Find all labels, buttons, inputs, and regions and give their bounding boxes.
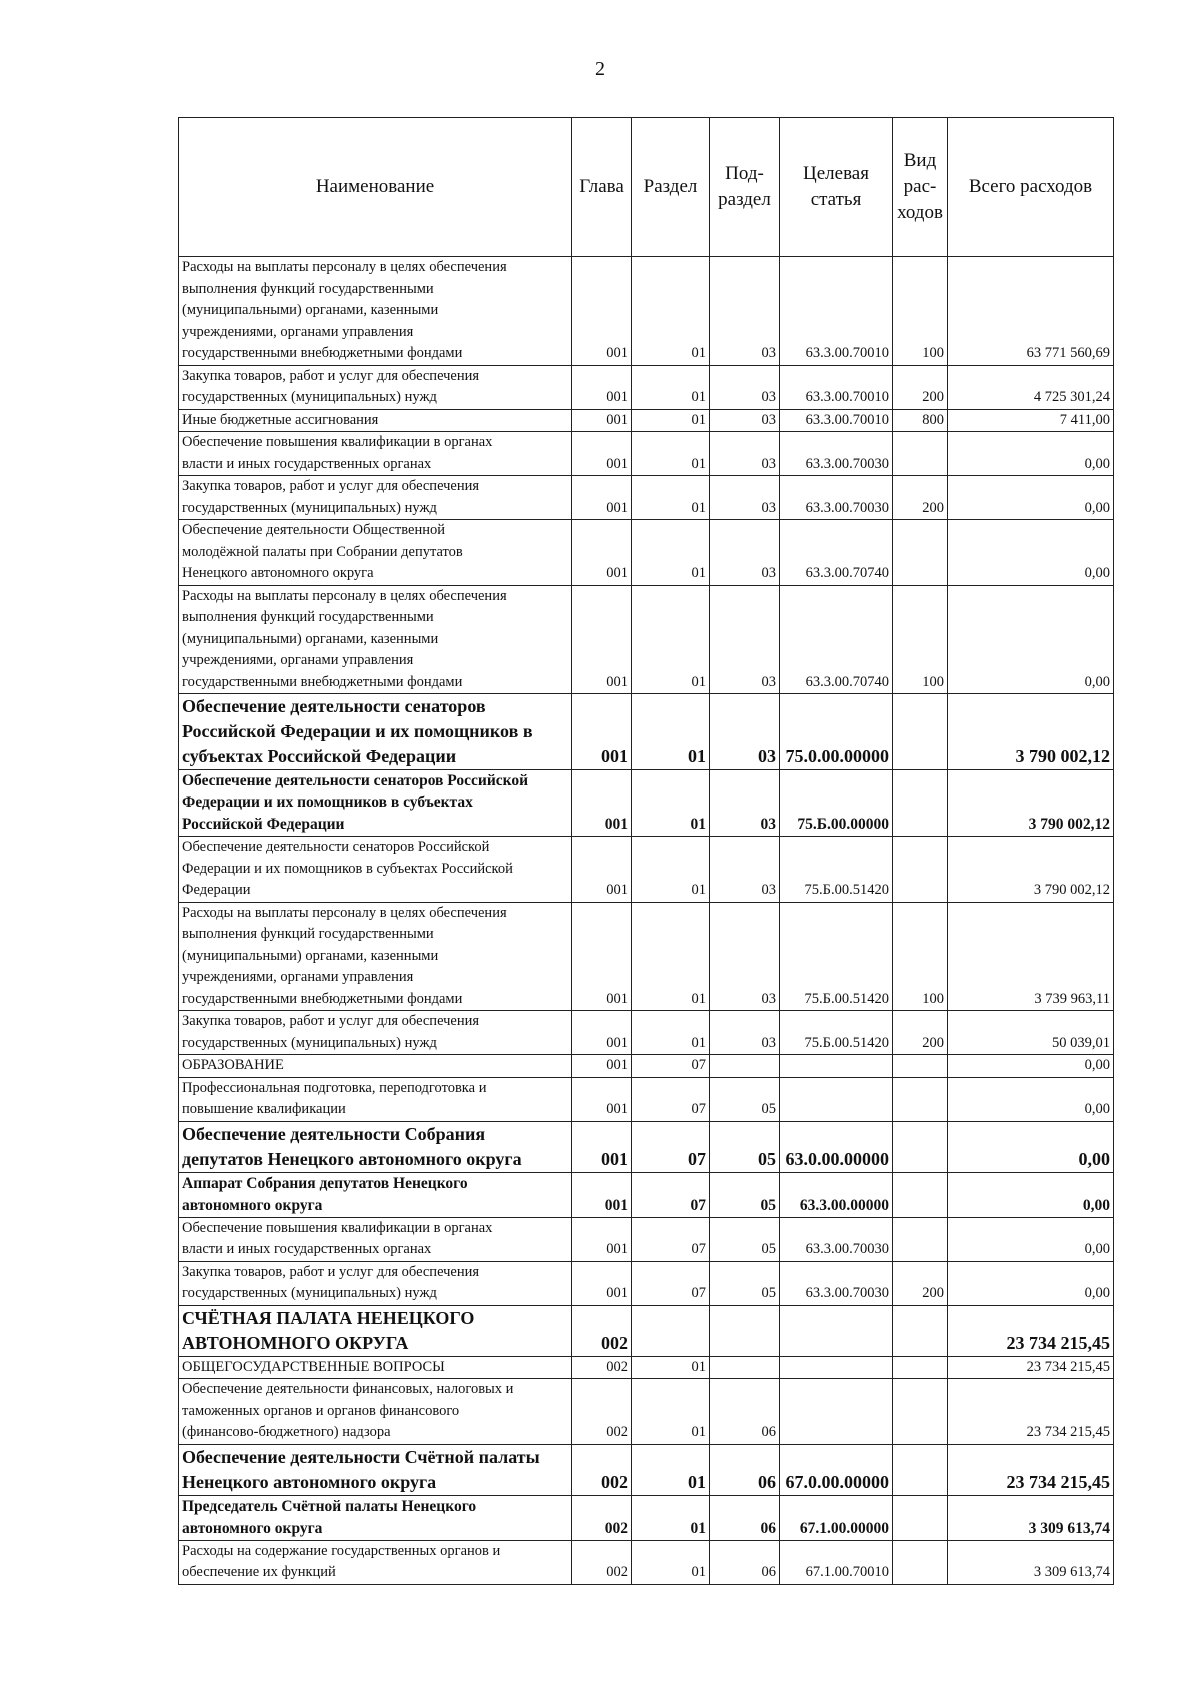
row-vid xyxy=(893,770,948,837)
row-glava: 001 xyxy=(572,585,632,694)
row-statya: 63.3.00.70030 xyxy=(780,432,893,476)
row-vid xyxy=(893,1077,948,1121)
row-statya xyxy=(780,1379,893,1445)
row-vid: 200 xyxy=(893,1011,948,1055)
row-statya: 63.3.00.70010 xyxy=(780,365,893,409)
row-name xyxy=(179,1305,572,1356)
row-total: 50 039,01 xyxy=(948,1011,1114,1055)
row-total: 4 725 301,24 xyxy=(948,365,1114,409)
table-row xyxy=(179,1077,1114,1121)
row-name-text: Обеспечение деятельности сенаторов Российской Федерации и их помощников в субъектах Российской Федерации xyxy=(182,696,533,766)
row-name-text: СЧЁТНАЯ ПАЛАТА НЕНЕЦКОГО АВТОНОМНОГО ОКРУГА xyxy=(182,1307,475,1353)
row-vid: 200 xyxy=(893,1261,948,1305)
row-podrazdel: 03 xyxy=(710,837,780,903)
row-name-text: Закупка товаров, работ и услуг для обеспечения государственных (муниципальных) нужд xyxy=(182,1263,480,1301)
row-glava: 001 xyxy=(572,770,632,837)
row-statya: 63.3.00.00000 xyxy=(780,1172,893,1217)
row-statya xyxy=(780,1077,893,1121)
row-podrazdel: 03 xyxy=(710,409,780,432)
row-vid xyxy=(893,1444,948,1495)
row-name-text: Аппарат Собрания депутатов Ненецкого автономного округа xyxy=(182,1174,468,1214)
table-row xyxy=(179,1055,1114,1078)
row-podrazdel: 05 xyxy=(710,1172,780,1217)
row-glava: 001 xyxy=(572,257,632,366)
row-podrazdel: 03 xyxy=(710,432,780,476)
row-podrazdel: 03 xyxy=(710,902,780,1011)
row-razdel: 01 xyxy=(632,585,710,694)
table-body xyxy=(179,257,1114,1585)
row-name xyxy=(179,1011,572,1055)
row-statya: 63.3.00.70030 xyxy=(780,1261,893,1305)
row-vid xyxy=(893,694,948,770)
row-vid: 100 xyxy=(893,902,948,1011)
row-statya: 75.Б.00.51420 xyxy=(780,902,893,1011)
row-glava: 001 xyxy=(572,365,632,409)
row-name xyxy=(179,1077,572,1121)
table-row xyxy=(179,902,1114,1011)
row-podrazdel xyxy=(710,1055,780,1078)
row-total: 23 734 215,45 xyxy=(948,1356,1114,1379)
row-glava: 001 xyxy=(572,1121,632,1172)
row-glava: 001 xyxy=(572,520,632,586)
row-name xyxy=(179,1540,572,1584)
row-glava: 002 xyxy=(572,1444,632,1495)
row-statya: 75.Б.00.00000 xyxy=(780,770,893,837)
row-name-text: ОБЩЕГОСУДАРСТВЕННЫЕ ВОПРОСЫ xyxy=(182,1358,445,1375)
row-name-text: Закупка товаров, работ и услуг для обеспечения государственных (муниципальных) нужд xyxy=(182,367,480,405)
row-podrazdel: 03 xyxy=(710,365,780,409)
row-vid: 100 xyxy=(893,257,948,366)
row-statya: 63.3.00.70030 xyxy=(780,476,893,520)
header-razdel: Раздел xyxy=(632,118,710,257)
row-name xyxy=(179,902,572,1011)
table-row xyxy=(179,585,1114,694)
row-razdel: 01 xyxy=(632,694,710,770)
row-razdel: 01 xyxy=(632,1540,710,1584)
table-row xyxy=(179,409,1114,432)
row-razdel: 07 xyxy=(632,1077,710,1121)
row-statya: 67.0.00.00000 xyxy=(780,1444,893,1495)
row-statya xyxy=(780,1356,893,1379)
row-razdel: 07 xyxy=(632,1055,710,1078)
table-row xyxy=(179,1305,1114,1356)
table-row xyxy=(179,1356,1114,1379)
row-razdel xyxy=(632,1305,710,1356)
row-glava: 001 xyxy=(572,1077,632,1121)
header-statya: Целевая статья xyxy=(780,118,893,257)
row-total: 3 309 613,74 xyxy=(948,1540,1114,1584)
row-podrazdel: 05 xyxy=(710,1217,780,1261)
row-statya: 75.Б.00.51420 xyxy=(780,1011,893,1055)
table-row xyxy=(179,520,1114,586)
row-total: 0,00 xyxy=(948,1261,1114,1305)
table-row xyxy=(179,770,1114,837)
row-statya: 63.3.00.70010 xyxy=(780,257,893,366)
row-glava: 002 xyxy=(572,1379,632,1445)
row-name xyxy=(179,409,572,432)
row-total: 0,00 xyxy=(948,1055,1114,1078)
row-name-text: Обеспечение деятельности сенаторов Российской Федерации и их помощников в субъектах Российской Федерации xyxy=(182,772,529,833)
row-name xyxy=(179,365,572,409)
row-name-text: Обеспечение повышения квалификации в органах власти и иных государственных органах xyxy=(182,1219,493,1257)
row-name-text: Расходы на выплаты персоналу в целях обеспечения выполнения функций государственными (муниципальными) органами, казенными учреждениями, органами управления государственными внебюджетными фондами xyxy=(182,587,507,690)
row-name-text: Профессиональная подготовка, переподготовка и повышение квалификации xyxy=(182,1079,487,1117)
row-podrazdel: 06 xyxy=(710,1379,780,1445)
row-razdel: 01 xyxy=(632,1444,710,1495)
row-razdel: 01 xyxy=(632,770,710,837)
row-statya: 63.0.00.00000 xyxy=(780,1121,893,1172)
row-statya xyxy=(780,1305,893,1356)
table-row xyxy=(179,432,1114,476)
row-razdel: 01 xyxy=(632,1356,710,1379)
row-name xyxy=(179,1172,572,1217)
row-podrazdel: 03 xyxy=(710,520,780,586)
row-glava: 002 xyxy=(572,1356,632,1379)
row-podrazdel: 03 xyxy=(710,770,780,837)
table-row xyxy=(179,1495,1114,1540)
header-podrazdel: Под- раздел xyxy=(710,118,780,257)
row-name-text: Иные бюджетные ассигнования xyxy=(182,411,379,428)
row-vid: 200 xyxy=(893,476,948,520)
row-glava: 001 xyxy=(572,432,632,476)
row-total: 0,00 xyxy=(948,1172,1114,1217)
row-podrazdel: 03 xyxy=(710,476,780,520)
table-row xyxy=(179,1121,1114,1172)
row-total: 0,00 xyxy=(948,432,1114,476)
row-vid xyxy=(893,1495,948,1540)
row-razdel: 01 xyxy=(632,257,710,366)
row-podrazdel: 06 xyxy=(710,1444,780,1495)
row-name xyxy=(179,520,572,586)
row-name-text: Закупка товаров, работ и услуг для обеспечения государственных (муниципальных) нужд xyxy=(182,1013,480,1051)
row-total: 23 734 215,45 xyxy=(948,1305,1114,1356)
header-vid: Вид рас- ходов xyxy=(893,118,948,257)
row-name xyxy=(179,1379,572,1445)
row-total: 3 739 963,11 xyxy=(948,902,1114,1011)
row-total: 3 790 002,12 xyxy=(948,694,1114,770)
row-glava: 001 xyxy=(572,1217,632,1261)
row-total: 0,00 xyxy=(948,1121,1114,1172)
row-name xyxy=(179,432,572,476)
row-razdel: 01 xyxy=(632,902,710,1011)
row-podrazdel: 05 xyxy=(710,1121,780,1172)
row-glava: 001 xyxy=(572,1261,632,1305)
budget-table xyxy=(178,117,1114,1585)
row-vid xyxy=(893,837,948,903)
row-podrazdel xyxy=(710,1356,780,1379)
row-razdel: 01 xyxy=(632,1379,710,1445)
row-name-text: Обеспечение деятельности Общественной молодёжной палаты при Собрании депутатов Ненецкого автономного округа xyxy=(182,522,463,581)
table-row xyxy=(179,476,1114,520)
row-total: 0,00 xyxy=(948,1077,1114,1121)
row-total: 0,00 xyxy=(948,476,1114,520)
row-podrazdel: 03 xyxy=(710,257,780,366)
row-total: 23 734 215,45 xyxy=(948,1379,1114,1445)
row-statya: 67.1.00.00000 xyxy=(780,1495,893,1540)
row-name-text: Обеспечение деятельности финансовых, налоговых и таможенных органов и органов финансового (финансово-бюджетного) надзора xyxy=(182,1381,514,1440)
table-header xyxy=(179,118,1114,257)
row-name-text: Расходы на содержание государственных органов и обеспечение их функций xyxy=(182,1542,501,1580)
row-razdel: 07 xyxy=(632,1217,710,1261)
row-glava: 001 xyxy=(572,1011,632,1055)
row-vid: 100 xyxy=(893,585,948,694)
row-vid xyxy=(893,1172,948,1217)
row-glava: 002 xyxy=(572,1305,632,1356)
row-glava: 001 xyxy=(572,1055,632,1078)
row-total: 3 309 613,74 xyxy=(948,1495,1114,1540)
row-statya: 75.0.00.00000 xyxy=(780,694,893,770)
page-number: 2 xyxy=(595,58,605,80)
row-name-text: Обеспечение повышения квалификации в органах власти и иных государственных органах xyxy=(182,434,493,472)
row-total: 3 790 002,12 xyxy=(948,837,1114,903)
row-name-text: Расходы на выплаты персоналу в целях обеспечения выполнения функций государственными (муниципальными) органами, казенными учреждениями, органами управления государственными внебюджетными фондами xyxy=(182,259,507,361)
row-total: 7 411,00 xyxy=(948,409,1114,432)
row-vid xyxy=(893,1540,948,1584)
row-glava: 001 xyxy=(572,902,632,1011)
row-podrazdel: 05 xyxy=(710,1261,780,1305)
row-razdel: 01 xyxy=(632,476,710,520)
row-podrazdel: 03 xyxy=(710,694,780,770)
table-row xyxy=(179,365,1114,409)
table-row xyxy=(179,1379,1114,1445)
row-statya: 63.3.00.70740 xyxy=(780,585,893,694)
row-name xyxy=(179,770,572,837)
row-name-text: Обеспечение деятельности сенаторов Российской Федерации и их помощников в субъектах Российской Федерации xyxy=(182,839,513,898)
table-row xyxy=(179,1261,1114,1305)
header-total: Всего расходов xyxy=(948,118,1114,257)
row-name xyxy=(179,1217,572,1261)
row-statya xyxy=(780,1055,893,1078)
row-podrazdel: 05 xyxy=(710,1077,780,1121)
row-razdel: 01 xyxy=(632,432,710,476)
row-name-text: Обеспечение деятельности Собрания депутатов Ненецкого автономного округа xyxy=(182,1123,522,1169)
row-statya: 67.1.00.70010 xyxy=(780,1540,893,1584)
row-name xyxy=(179,257,572,366)
row-podrazdel: 06 xyxy=(710,1540,780,1584)
row-razdel: 01 xyxy=(632,365,710,409)
row-vid xyxy=(893,1356,948,1379)
table-row xyxy=(179,837,1114,903)
table-row xyxy=(179,1444,1114,1495)
row-statya: 63.3.00.70740 xyxy=(780,520,893,586)
row-total: 23 734 215,45 xyxy=(948,1444,1114,1495)
row-glava: 001 xyxy=(572,476,632,520)
row-name xyxy=(179,585,572,694)
row-name xyxy=(179,694,572,770)
row-glava: 001 xyxy=(572,1172,632,1217)
row-name-text: ОБРАЗОВАНИЕ xyxy=(182,1057,284,1073)
row-name xyxy=(179,1121,572,1172)
row-razdel: 01 xyxy=(632,409,710,432)
table-row xyxy=(179,1011,1114,1055)
row-total: 0,00 xyxy=(948,520,1114,586)
row-name-text: Председатель Счётной палаты Ненецкого автономного округа xyxy=(182,1497,477,1537)
row-name xyxy=(179,837,572,903)
row-statya: 63.3.00.70010 xyxy=(780,409,893,432)
row-razdel: 01 xyxy=(632,1495,710,1540)
row-vid xyxy=(893,520,948,586)
row-vid xyxy=(893,1217,948,1261)
row-vid: 800 xyxy=(893,409,948,432)
row-total: 63 771 560,69 xyxy=(948,257,1114,366)
row-name-text: Расходы на выплаты персоналу в целях обеспечения выполнения функций государственными (муниципальными) органами, казенными учреждениями, органами управления государственными внебюджетными фондами xyxy=(182,904,507,1007)
row-podrazdel: 06 xyxy=(710,1495,780,1540)
row-total: 0,00 xyxy=(948,1217,1114,1261)
row-statya: 63.3.00.70030 xyxy=(780,1217,893,1261)
row-razdel: 07 xyxy=(632,1261,710,1305)
row-name xyxy=(179,1495,572,1540)
row-name-text: Обеспечение деятельности Счётной палаты Ненецкого автономного округа xyxy=(182,1446,540,1492)
row-glava: 002 xyxy=(572,1495,632,1540)
row-razdel: 07 xyxy=(632,1172,710,1217)
row-name xyxy=(179,1356,572,1379)
row-vid: 200 xyxy=(893,365,948,409)
row-name xyxy=(179,1444,572,1495)
row-razdel: 01 xyxy=(632,1011,710,1055)
table-row xyxy=(179,694,1114,770)
row-name xyxy=(179,476,572,520)
row-razdel: 01 xyxy=(632,837,710,903)
row-glava: 001 xyxy=(572,694,632,770)
row-podrazdel: 03 xyxy=(710,585,780,694)
header-glava: Глава xyxy=(572,118,632,257)
row-vid xyxy=(893,1379,948,1445)
row-total: 3 790 002,12 xyxy=(948,770,1114,837)
header-name: Наименование xyxy=(179,118,572,257)
row-name-text: Закупка товаров, работ и услуг для обеспечения государственных (муниципальных) нужд xyxy=(182,478,480,516)
row-glava: 002 xyxy=(572,1540,632,1584)
row-razdel: 01 xyxy=(632,520,710,586)
row-vid xyxy=(893,1055,948,1078)
table-row xyxy=(179,1172,1114,1217)
row-podrazdel xyxy=(710,1305,780,1356)
row-glava: 001 xyxy=(572,409,632,432)
row-total: 0,00 xyxy=(948,585,1114,694)
row-name xyxy=(179,1055,572,1078)
row-vid xyxy=(893,432,948,476)
row-vid xyxy=(893,1121,948,1172)
table-row xyxy=(179,1540,1114,1584)
row-podrazdel: 03 xyxy=(710,1011,780,1055)
row-statya: 75.Б.00.51420 xyxy=(780,837,893,903)
table-row xyxy=(179,257,1114,366)
row-razdel: 07 xyxy=(632,1121,710,1172)
row-glava: 001 xyxy=(572,837,632,903)
row-name xyxy=(179,1261,572,1305)
row-vid xyxy=(893,1305,948,1356)
table-row xyxy=(179,1217,1114,1261)
